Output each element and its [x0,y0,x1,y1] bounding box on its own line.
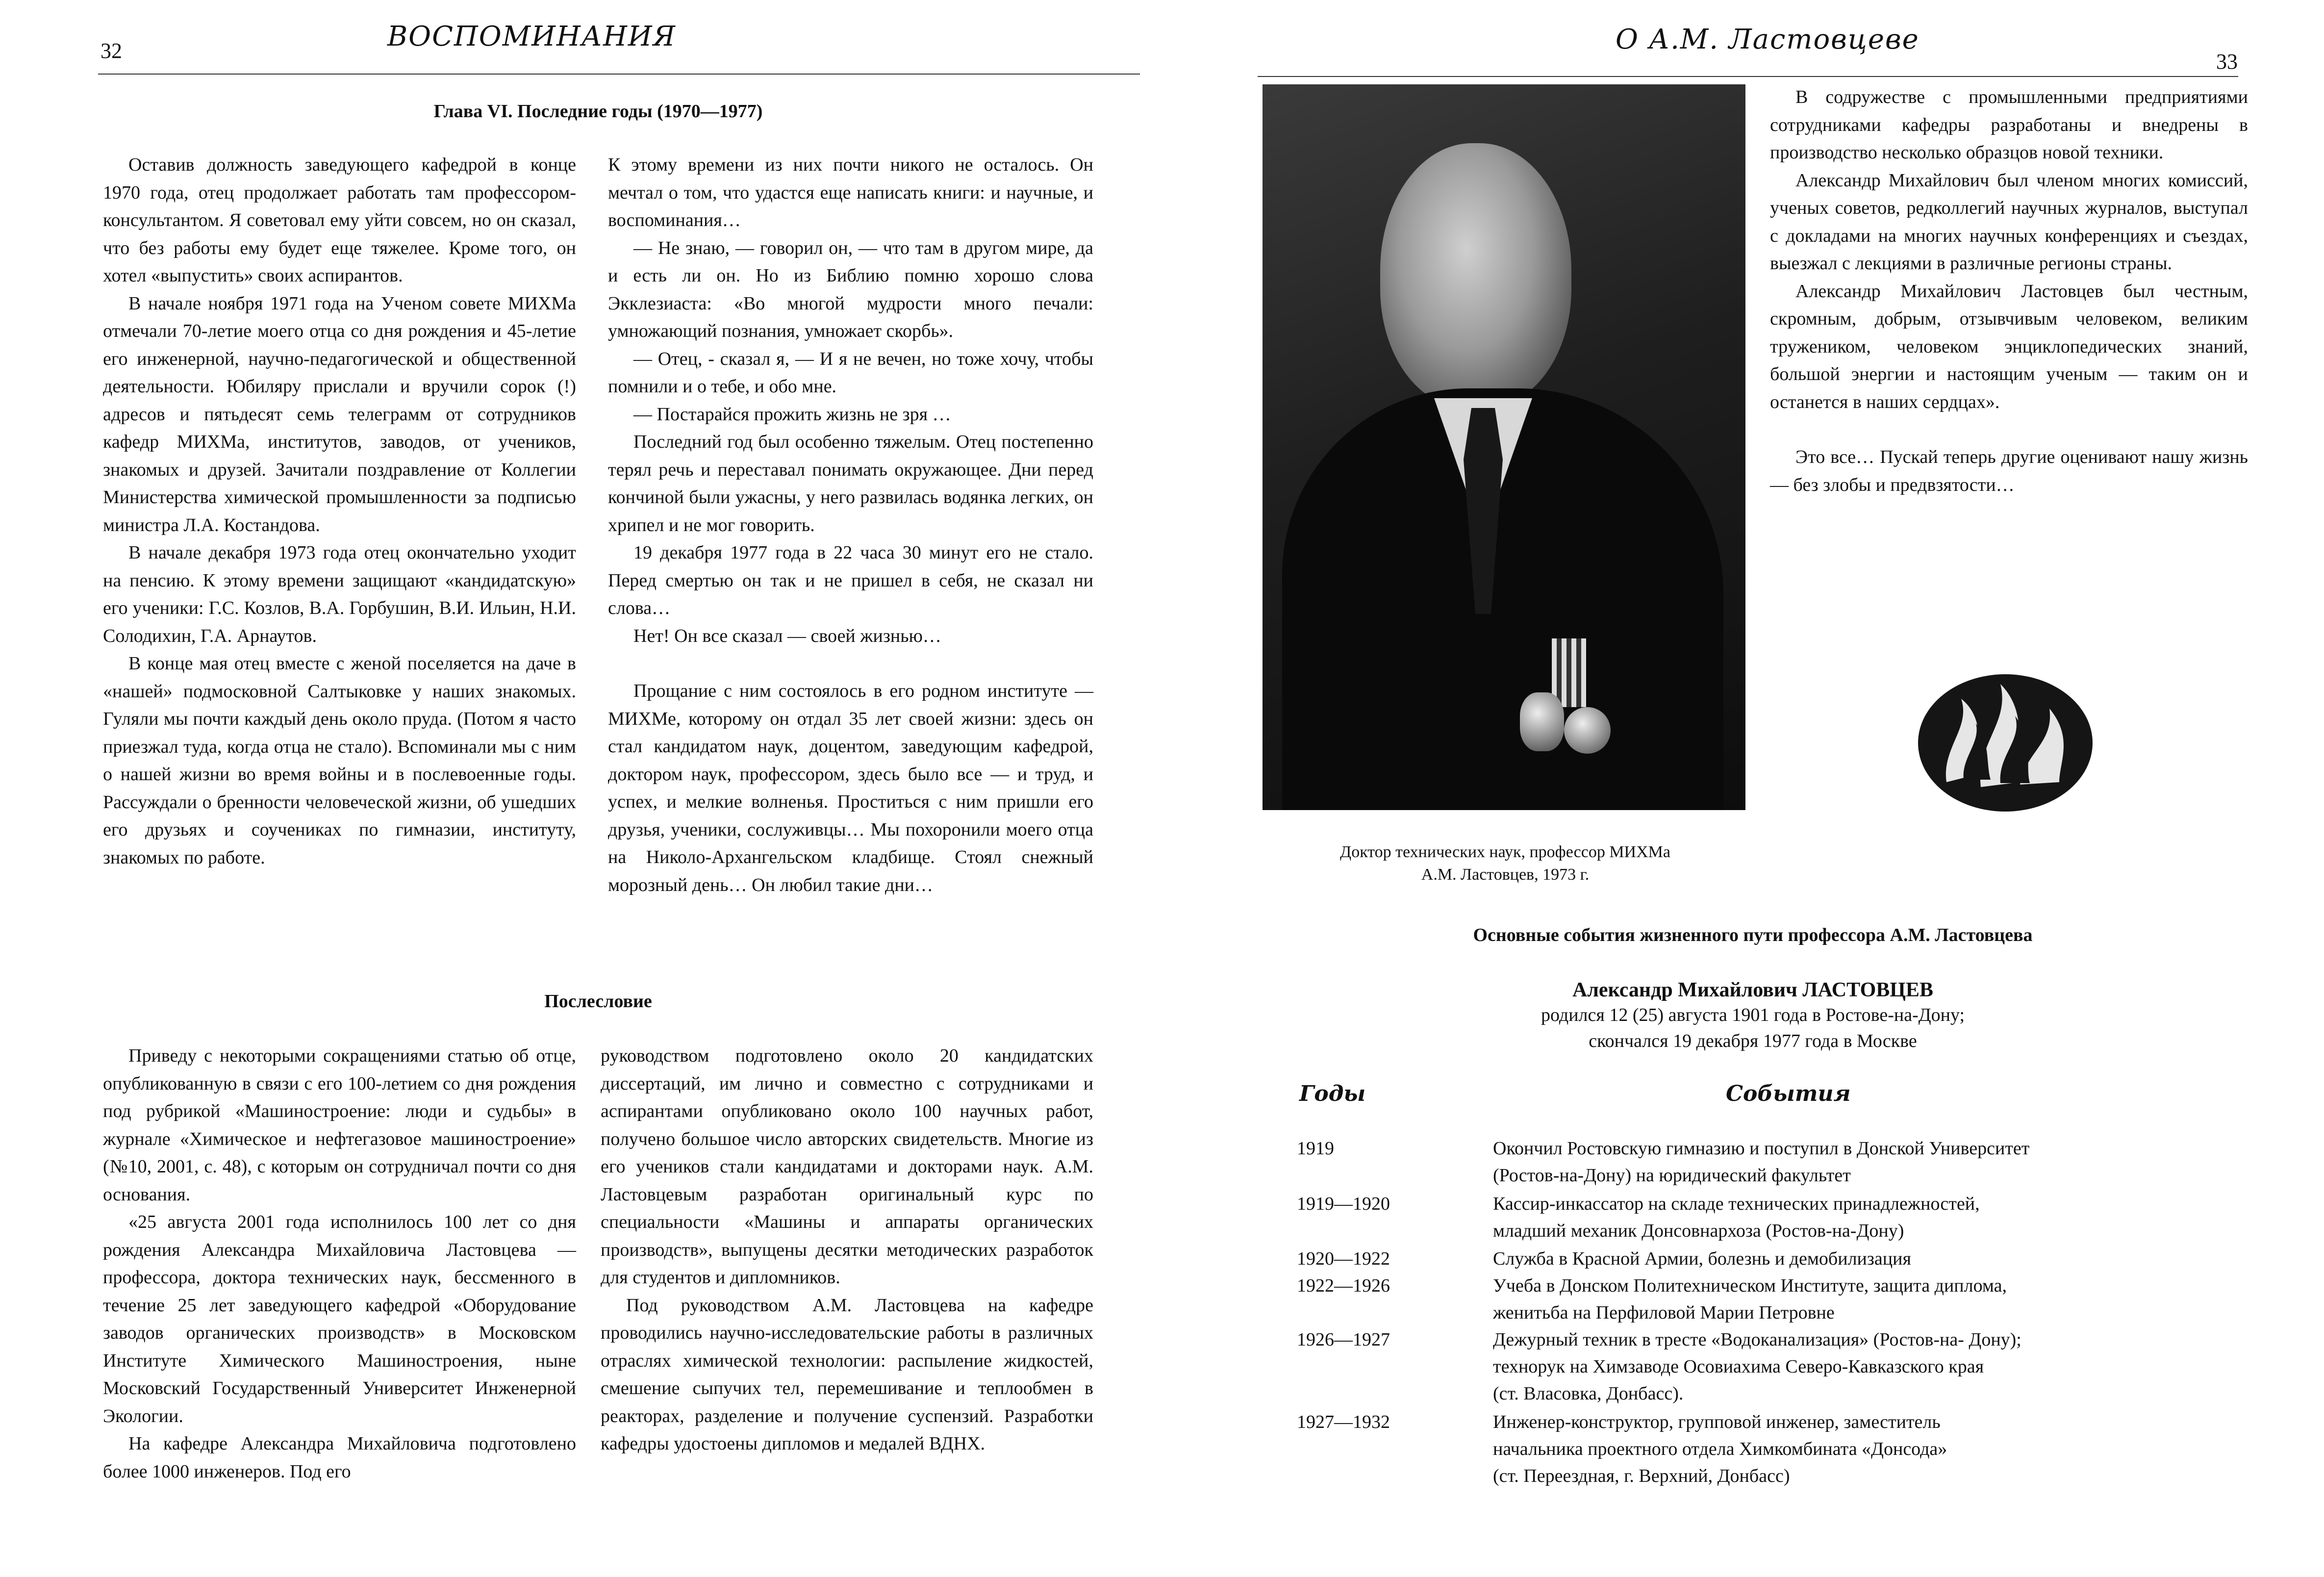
table-header-events: События [1726,1081,1851,1106]
paragraph: — Постарайся прожить жизнь не зря … [633,404,951,425]
paragraph: К этому времени из них почти никого не осталось. Он мечтал о том, что удастся еще написать книги: и научные, и воспоминания… [608,154,1093,230]
page-number-right: 33 [2216,50,2238,74]
medal-icon [1520,692,1564,751]
portrait-face [1380,143,1571,408]
medal-icon [1564,707,1611,754]
year-cell: 1927—1932 [1297,1412,1390,1432]
year-cell: 1919 [1297,1138,1334,1159]
event-cell: Дежурный техник в тресте «Водоканализация» (Ростов-на- Дону); технорук на Химзаводе Осовиахима Северо-Кавказского края (ст. Власовка, Донбасс). [1493,1329,2021,1404]
text-column-2 [608,151,1093,899]
page-number-left: 32 [101,39,122,63]
paragraph: руководством подготовлено около 20 кандидатских диссертаций, им лично и совместно с сотрудниками и аспирантами опубликовано около 100 научных работ, получено большое число авторских свидетельств. Многие из его учеников стали кандидатами и докторами наук. А.М. Ластовцевым разработан оригинальный курс по специальности «Машины и аппараты органических производств», выпущены десятки методических разработок для студентов и дипломников. [601,1045,1093,1288]
paragraph: Приведу с некоторыми сокращениями статью об отце, опубликованную в связи с его 100-летием со дня рождения под рубрикой «Машиностроение: люди и судьбы» в журнале «Химическое и нефтегазовое машиностроение» (№10, 2001, с. 48), с которым он сотрудничал почти со дня основания. [103,1045,576,1205]
paragraph: Под руководством А.М. Ластовцева на кафедре проводились научно-исследовательские работы в различных отраслях химической технологии: распыление жидкостей, смешение сыпучих тел, перемешивание и теплообмен в реакторах, разделение и получение суспензий. Разработки кафедры удостоены дипломов и медалей ВДНХ. [601,1295,1093,1454]
year-cell: 1920—1922 [1297,1248,1390,1269]
paragraph: Это все… Пускай теперь другие оценивают нашу жизнь — без злобы и предвзятости… [1770,447,2248,495]
paragraph: — Отец, - сказал я, — И я не вечен, но тоже хочу, чтобы помнили и о тебе, и обо мне. [608,348,1093,397]
year-cell: 1919—1920 [1297,1194,1390,1214]
paragraph: В начале ноября 1971 года на Ученом совете МИХМа отмечали 70-летие моего отца со дня рождения и 45-летие его инженерной, научно-педагогической и общественной деятельности. Юбиляру прислали и вручили сорок (!) адресов и пятьдесят семь телеграмм от сотрудников кафедр МИХМа, институтов, заводов, от учеников, знакомых и друзей. Зачитали поздравление от Коллегии Министерства химической промышленности за подписью министра Л.А. Костандова. [103,293,576,535]
year-cell: 1926—1927 [1297,1329,1390,1350]
paragraph: 19 декабря 1977 года в 22 часа 30 минут его не стало. Перед смертью он так и не пришел в себя, не сказал ни слова… [608,542,1093,618]
paragraph: На кафедре Александра Михайловича подготовлено более 1000 инженеров. Под его [103,1433,576,1482]
paragraph: Последний год был особенно тяжелым. Отец постепенно терял речь и переставал понимать окружающее. Дни перед кончиной были ужасны, у него развилась водянка легких, он хрипел и не мог говорить. [608,432,1093,535]
paragraph: Прощание с ним состоялось в его родном институте — МИХМе, которому он отдал 35 лет своей жизни: здесь он стал кандидатом наук, доцентом, заведующим кафедрой, доктором наук, профессором, здесь было все — и труд, и успех, и мелкие волненья. Проститься с ним пришли его друзья, ученики, сослуживцы… Мы похоронили моего отца на Николо-Архангельском кладбище. Стоял снежный морозный день… Он любил такие дни… [608,681,1093,895]
text-column-4 [601,1042,1093,1458]
paragraph: В содружестве с промышленными предприятиями сотрудниками кафедры разработаны и внедрены в производство несколько образцов новой техники. [1770,87,2248,163]
event-cell: Окончил Ростовскую гимназию и поступил в Донской Университет (Ростов-на-Дону) на юридический факультет [1493,1138,2030,1186]
person-name: Александр Михайлович ЛАСТОВЦЕВ [1572,979,1933,1001]
paragraph: — Не знаю, — говорил он, — что там в другом мире, да и есть ли он. Но из Библию помню хорошо слова Экклезиаста: «Во многой мудрости много печали: умножающий познания, умножает скорбь». [608,237,1093,341]
text-column-1 [103,151,576,871]
year-cell: 1922—1926 [1297,1275,1390,1296]
paragraph: Александр Михайлович был членом многих комиссий, ученых советов, редколлегий научных журналов, выступал с докладами на многих научных конференциях и съездах, выезжал с лекциями в различные регионы страны. [1770,170,2248,274]
running-head-left: ВОСПОМИНАНИЯ [387,21,676,52]
death-line: скончался 19 декабря 1977 года в Москве [1589,1031,1917,1051]
events-title: Основные события жизненного пути профессора А.М. Ластовцева [1473,925,2033,945]
text-column-3 [103,1042,576,1485]
afterword-title: Послесловие [544,991,652,1012]
chapter-title: Глава VI. Последние годы (1970—1977) [433,101,763,122]
photo-caption: Доктор технических наук, профессор МИХМа А.М. Ластовцев, 1973 г. [1340,843,1670,884]
paragraph: В начале декабря 1973 года отец окончательно уходит на пенсию. К этому времени защищают «кандидатскую» его ученики: Г.С. Козлов, В.А. Горбушин, В.И. Ильин, Н.И. Солодихин, Г.А. Арнаутов. [103,542,576,646]
event-cell: Кассир-инкассатор на складе технических принадлежностей, младший механик Донсовнархоза (Ростов-на-Дону) [1493,1194,1980,1241]
event-cell: Служба в Красной Армии, болезнь и демобилизация [1493,1248,1911,1269]
paragraph: Нет! Он все сказал — своей жизнью… [633,625,941,646]
event-cell: Учеба в Донском Политехническом Институте, защита диплома, женитьба на Перфиловой Марии Петровне [1493,1275,2007,1323]
paragraph: В конце мая отец вместе с женой поселяется на даче в «нашей» подмосковной Салтыковке у наших знакомых. Гуляли мы почти каждый день около пруда. (Потом я часто приезжал туда, когда отца не стало). Вспоминали мы с ним о нашей жизни во время войны и в послевоенные годы. Рассуждали о бренности человеческой жизни, об ушедших его друзьях и соучениках по гимназии, институту, знакомых по работе. [103,653,576,868]
flame-emblem-icon [1912,669,2098,816]
paragraph: Александр Михайлович Ластовцев был честным, скромным, добрым, отзывчивым человеком, великим тружеником, человеком энциклопедических знаний, большой энергии и настоящим ученым — таким он и останется в наших сердцах». [1770,280,2248,412]
paragraph: «25 августа 2001 года исполнилось 100 лет со дня рождения Александра Михайловича Ластовцева — профессора, доктора технических наук, бессменного в течение 25 лет заведующего кафедрой «Оборудование заводов органических производств» в Московском Институте Химического Машиностроения, ныне Московский Государственный Университет Инженерной Экологии. [103,1212,576,1426]
running-head-right: О А.М. Ластовцеве [1616,24,1920,55]
birth-line: родился 12 (25) августа 1901 года в Ростове-на-Дону; [1541,1005,1965,1025]
portrait-photo [1263,84,1745,810]
header-rule-right [1258,76,2238,77]
header-rule-left [98,74,1140,75]
table-header-years: Годы [1299,1081,1366,1106]
event-cell: Инженер-конструктор, групповой инженер, заместитель начальника проектного отдела Химкомбината «Донсода» (ст. Переездная, г. Верхний, Донбасс) [1493,1412,1947,1486]
text-column-5 [1770,83,2248,499]
paragraph: Оставив должность заведующего кафедрой в конце 1970 года, отец продолжает работать там профессором-консультантом. Я советовал ему уйти совсем, но он сказал, что без работы ему будет еще тяжелее. Кроме того, он хотел «выпустить» своих аспирантов. [103,154,576,286]
